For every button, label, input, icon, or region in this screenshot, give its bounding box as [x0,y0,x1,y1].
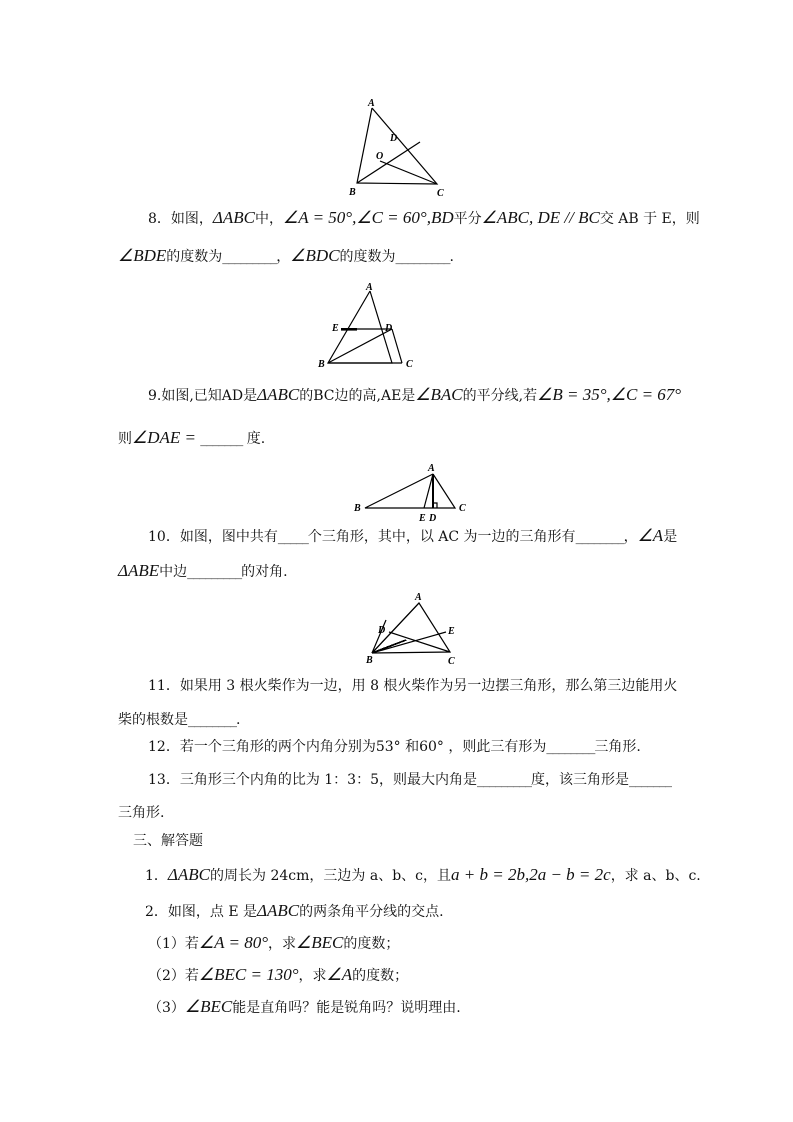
math-expression: ∠BDE [118,246,167,265]
text-run: 柴的根数是 [118,712,188,728]
label-a: A [366,282,373,293]
q8-line1 [148,208,700,229]
label-a: A [368,98,375,109]
math-expression: ∠A = 80° [198,933,269,952]
text-run: ， [276,249,291,265]
text-run: 的度数； [352,968,409,984]
text-run: ，求 [268,936,297,952]
answer-blank: ________ [546,739,595,755]
label-a: A [428,463,435,474]
q10-line2 [118,561,288,582]
label-b: B [366,655,373,666]
triangle-abc [365,474,455,508]
math-expression: ∠BEC = 130° [198,965,299,984]
label-e: E [448,626,455,637]
figure-q9-altitude [353,463,466,524]
text-run: 中边 [159,564,188,580]
segment-dc [392,329,402,363]
text-run: 2．如图，点 E 是 [145,904,258,920]
label-c: C [406,359,413,370]
p2-sub3 [148,997,461,1018]
text-run: 的度数为 [166,249,223,265]
math-expression: ∠DAE = [132,428,201,447]
label-b: B [318,359,325,370]
label-b: B [349,187,356,198]
math-expression: ∠BAC [415,385,463,404]
answer-blank: _________ [477,772,531,788]
math-expression: ΔABC [257,901,300,920]
label-a: A [415,592,422,603]
answer-blank: _________ [222,249,277,265]
math-expression: ΔABE [118,561,160,580]
q9-line1 [148,385,681,406]
q9-line2 [118,428,265,449]
q11-line1 [148,676,677,696]
text-run: 三、解答题 [133,833,203,849]
segment-dc [389,632,450,652]
answer-blank: ________ [188,712,236,728]
text-run: ， [623,529,638,545]
text-run: （2）若 [148,968,199,984]
text-run: （1）若 [148,936,199,952]
p2-sub2 [148,965,408,986]
math-expression: ∠A [637,526,664,545]
text-run: 的平分线,若 [462,388,538,404]
math-expression: ΔABC [257,385,300,404]
text-run: 的两条角平分线的交点. [299,904,444,920]
text-run: 9.如图,已知AD是 [148,388,258,404]
text-run: 交 AB 于 E，则 [599,211,700,227]
math-expression: ∠A = 50°,∠C = 60°,BD [283,208,454,227]
segment-ae [424,474,433,508]
p2-sub1 [148,933,399,954]
segment-bd [357,142,420,183]
answer-blank: _________ [395,249,450,265]
math-expression: ∠BEC [296,933,344,952]
text-run: 是 [663,529,678,545]
text-run: ，求 [298,968,327,984]
text-run: 三角形. [594,739,641,755]
figure-q8 [348,98,444,199]
text-run: 个三角形，其中，以 AC 为一边的三角形有 [307,529,576,545]
text-run: 三角形. [118,805,165,821]
q13-line2 [118,803,164,823]
label-o: O [376,151,384,162]
text-run: . [236,712,241,728]
text-run: 则 [118,431,132,447]
text-run: 的对角. [241,564,288,580]
text-run: 的BC边的高,AE是 [299,388,416,404]
text-run: 度，该三角形是 [531,772,629,788]
p1-line1 [145,865,701,886]
label-c: C [437,188,444,199]
text-run: 度. [242,431,266,447]
triangle-abc [357,108,437,184]
label-e: E [332,323,339,334]
math-expression: ∠BEC [184,997,233,1016]
p2-line1 [145,901,444,922]
answer-blank: ________ [575,529,624,545]
text-run: 11．如果用 3 根火柴作为一边，用 8 根火柴作为另一边摆三角形，那么第三边能用火 [148,678,678,694]
text-run: 的周长为 24cm，三边为 a、b、c，且 [210,868,451,884]
label-e: E [419,513,426,524]
text-run: 能是直角吗？能是锐角吗？说明理由. [232,1000,461,1016]
text-run: 的度数； [343,936,400,952]
math-expression: ∠A [326,965,353,984]
text-run: 10．如图，图中共有 [148,529,278,545]
text-run: . [449,249,454,265]
answer-blank: _______ [200,431,243,447]
answer-blank: _________ [187,564,242,580]
label-d: D [378,625,386,636]
figure-q9 [317,282,413,370]
text-run: 平分 [453,211,482,227]
answer-blank: _____ [277,529,308,545]
label-d: D [390,133,398,144]
q12-line1 [148,737,641,757]
text-run: 的度数为 [339,249,396,265]
q10-line1 [148,526,677,547]
text-run: 8．如图， [148,211,213,227]
math-expression: ∠B = 35°,∠C = 67° [537,385,682,404]
text-run: （3） [148,1000,185,1016]
label-c: C [448,656,455,667]
math-expression: a + b = 2b,2a − b = 2c [451,865,611,884]
q11-line2 [118,710,240,730]
text-run: 1． [145,868,168,884]
math-expression: ∠BDC [290,246,340,265]
label-d: D [429,513,437,524]
math-expression: ΔABC [167,865,211,884]
text-run: ，求 a、b、c. [610,868,701,884]
section-3-title [133,831,203,851]
label-c: C [459,503,466,514]
text-run: 12．若一个三角形的两个内角分别为53° 和60° ，则此三有形为 [148,739,547,755]
math-expression: ∠ABC, DE // BC [481,208,600,227]
figure-q10 [365,592,455,667]
text-run: 中， [255,211,284,227]
segment-oc [380,161,437,184]
answer-blank: _______ [629,772,671,788]
q8-line2 [118,246,454,267]
label-d: D [385,323,393,334]
label-b: B [354,503,361,514]
q13-line1 [148,770,671,790]
math-expression: ΔABC [212,208,256,227]
text-run: 13．三角形三个内角的比为 1：3：5，则最大内角是 [148,772,477,788]
